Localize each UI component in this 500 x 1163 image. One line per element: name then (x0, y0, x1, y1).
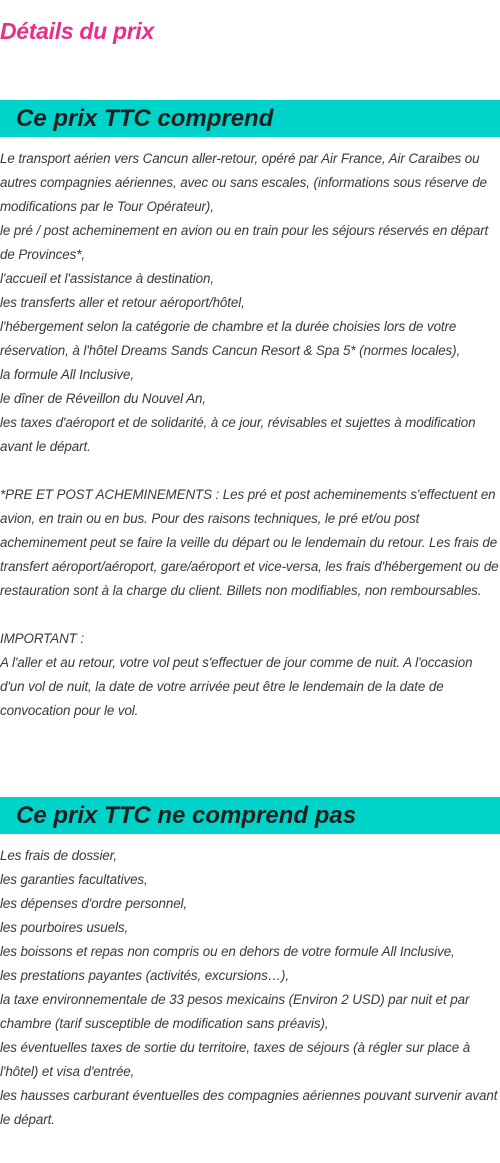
includes-item: l'hébergement selon la catégorie de chambre et la durée choisies lors de votre réservation, à l'hôtel Dreams Sands Cancun Resort & Spa 5* (normes locales), (0, 319, 461, 358)
excludes-item: les pourboires usuels, (0, 920, 129, 935)
important-text: A l'aller et au retour, votre vol peut s'effectuer de jour comme de nuit. A l'occasion d'un vol de nuit, la date de votre arrivée peut être le lendemain de la date de convocation pour le vol. (0, 655, 473, 718)
excludes-item: les dépenses d'ordre personnel, (0, 896, 188, 911)
page-title: Détails du prix (0, 18, 154, 44)
includes-item: le pré / post acheminement en avion ou en train pour les séjours réservés en départ de Provinces*, (0, 223, 489, 262)
excludes-item: Les frais de dossier, (0, 848, 117, 863)
excludes-item: la taxe environnementale de 33 pesos mexicains (Environ 2 USD) par nuit et par chambre (tarif susceptible de modification sans préavis), (0, 992, 470, 1031)
spacer (0, 603, 500, 627)
important-label: IMPORTANT : (0, 631, 84, 646)
includes-item: Le transport aérien vers Cancun aller-retour, opéré par Air France, Air Caraibes ou autres compagnies aériennes, avec ou sans escales, (informations sous réserve de modifications par le Tour Opérateur), (0, 151, 487, 214)
includes-item: le dîner de Réveillon du Nouvel An, (0, 391, 206, 406)
excludes-item: les prestations payantes (activités, excursions…), (0, 968, 289, 983)
includes-item: les transferts aller et retour aéroport/hôtel, (0, 295, 245, 310)
spacer (0, 459, 500, 483)
includes-item: l'accueil et l'assistance à destination, (0, 271, 214, 286)
excludes-item: les hausses carburant éventuelles des compagnies aériennes pouvant survenir avant le départ. (0, 1088, 498, 1127)
includes-item: les taxes d'aéroport et de solidarité, à ce jour, révisables et sujettes à modification avant le départ. (0, 415, 476, 454)
excludes-item: les garanties facultatives, (0, 872, 148, 887)
excludes-section-header: Ce prix TTC ne comprend pas (0, 797, 500, 834)
excludes-item: les éventuelles taxes de sortie du territoire, taxes de séjours (à régler sur place à l'hôtel) et visa d'entrée, (0, 1040, 471, 1079)
excludes-section-body (0, 844, 500, 1132)
pre-post-note: *PRE ET POST ACHEMINEMENTS : Les pré et post acheminements s'effectuent en avion, en train ou en bus. Pour des raisons techniques, le pré et/ou post acheminement peut se faire la veille du départ ou le lendemain du retour. Les frais de transfert aéroport/aéroport, gare/aéroport et vice-versa, les frais d'hébergement ou de restauration sont à la charge du client. Billets non modifiables, non remboursables. (0, 487, 499, 598)
excludes-item: les boissons et repas non compris ou en dehors de votre formule All Inclusive, (0, 944, 455, 959)
includes-section-header: Ce prix TTC comprend (0, 100, 500, 137)
includes-item: la formule All Inclusive, (0, 367, 134, 382)
includes-section-body (0, 147, 500, 723)
